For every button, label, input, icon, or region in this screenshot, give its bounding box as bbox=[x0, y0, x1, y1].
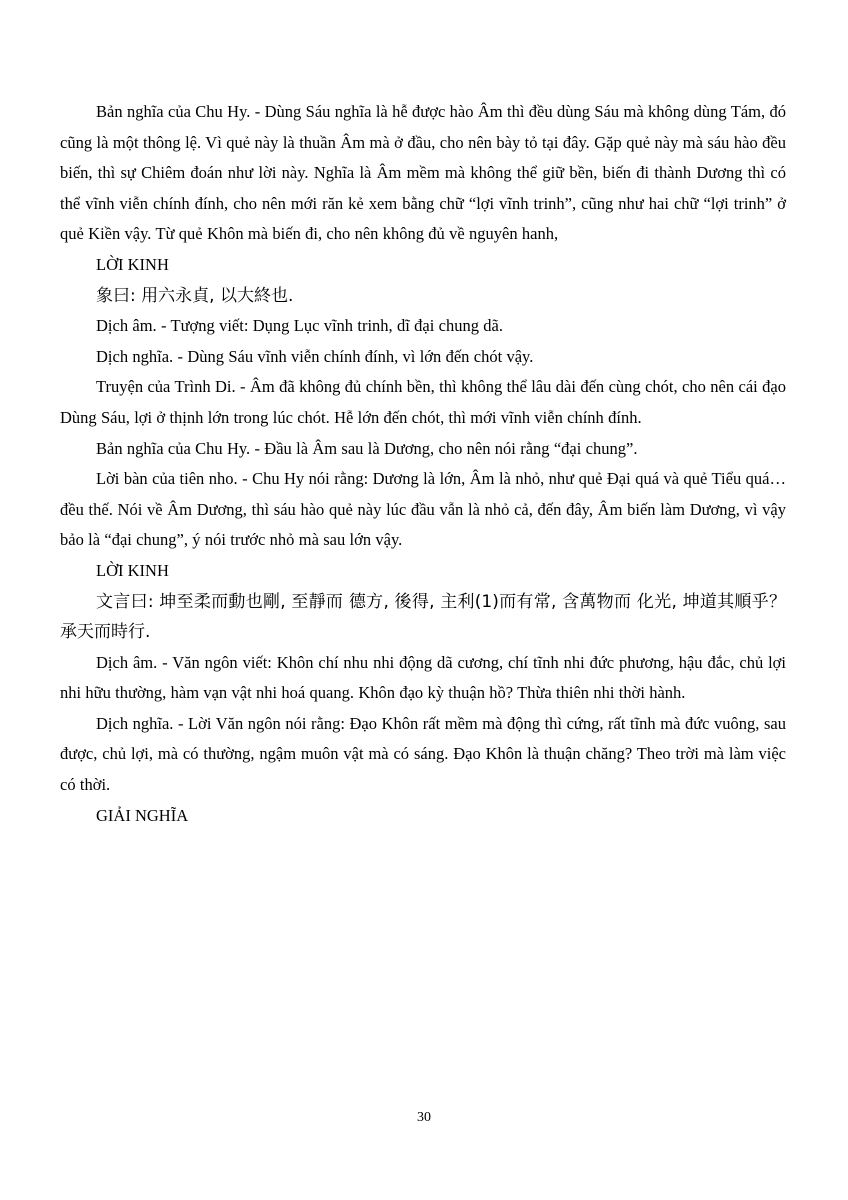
heading-loi-kinh-1: LỜI KINH bbox=[96, 254, 169, 274]
dich-nghia-2: Dịch nghĩa. - Lời Văn ngôn nói rằng: Đạo Khôn rất mềm mà động thì cứng, rất tĩnh mà đức vuông, sau được, chủ lợi, mà có thường, ngậm muôn vật mà có sáng. Đạo Khôn là thuận chăng? Theo trời mà làm việc có thời. bbox=[60, 713, 786, 795]
page-number: 30 bbox=[417, 1110, 431, 1125]
commentary-trinh-di: Truyện của Trình Di. - Âm đã không đủ chính bền, thì không thể lâu dài đến cùng chót, cho nên cái đạo Dùng Sáu, lợi ở thịnh lớn trong lúc chót. Hễ lớn đến chót, thì mới vĩnh viễn chính đính. bbox=[60, 377, 786, 427]
commentary-tien-nho: Lời bàn của tiên nho. - Chu Hy nói rằng: Dương là lớn, Âm là nhỏ, như quẻ Đại quá và quẻ Tiểu quá… đều thế. Nói về Âm Dương, thì sáu hào quẻ này lúc đầu vẫn là nhỏ cả, đến đây, Âm biến làm Dương, vì vậy bảo là “đại chung”, ý nói trước nhỏ mà sau lớn vậy. bbox=[60, 469, 786, 550]
document-body bbox=[60, 97, 786, 831]
han-text-1: 象曰: 用六永貞, 以大終也. bbox=[96, 285, 294, 306]
dich-am-2: Dịch âm. - Văn ngôn viết: Khôn chí nhu nhi động dã cương, chí tĩnh nhi đức phương, hậu đắc, chủ lợi nhi hữu thường, hàm vạn vật nhi hoá quang. Khôn đạo kỳ thuận hồ? Thừa thiên nhi thời hành. bbox=[60, 652, 786, 703]
heading-giai-nghia: GIẢI NGHĨA bbox=[96, 805, 189, 825]
commentary-chu-hy-1: Bản nghĩa của Chu Hy. - Dùng Sáu nghĩa là hễ được hào Âm thì đều dùng Sáu mà không dùng Tám, đó cũng là một thông lệ. Vì quẻ này là thuần Âm mà ở đầu, cho nên bày tỏ tại đây. Gặp quẻ này mà sáu hào đều biến, thì sự Chiêm đoán như lời này. Nghĩa là Âm mềm mà không thể giữ bền, biến đi thành Dương thì có thể vĩnh viễn chính đính, cho nên mới răn kẻ xem bằng chữ “lợi vĩnh trinh”, cũng như hai chữ “lợi trinh” ở quẻ Kiền vậy. Từ quẻ Khôn mà biến đi, cho nên không đủ về nguyên hanh, bbox=[60, 102, 786, 244]
han-text-2: 文言曰: 坤至柔而動也剛, 至靜而 德方, 後得, 主利(1)而有常, 含萬物而 化光, 坤道其順乎？承天而時行. bbox=[60, 591, 786, 643]
commentary-chu-hy-2: Bản nghĩa của Chu Hy. - Đầu là Âm sau là Dương, cho nên nói rằng “đại chung”. bbox=[96, 438, 638, 458]
heading-loi-kinh-2: LỜI KINH bbox=[96, 560, 169, 580]
dich-am-1: Dịch âm. - Tượng viết: Dụng Lục vĩnh trinh, dĩ đại chung dã. bbox=[96, 316, 503, 336]
dich-nghia-1: Dịch nghĩa. - Dùng Sáu vĩnh viễn chính đính, vì lớn đến chót vậy. bbox=[96, 346, 534, 366]
